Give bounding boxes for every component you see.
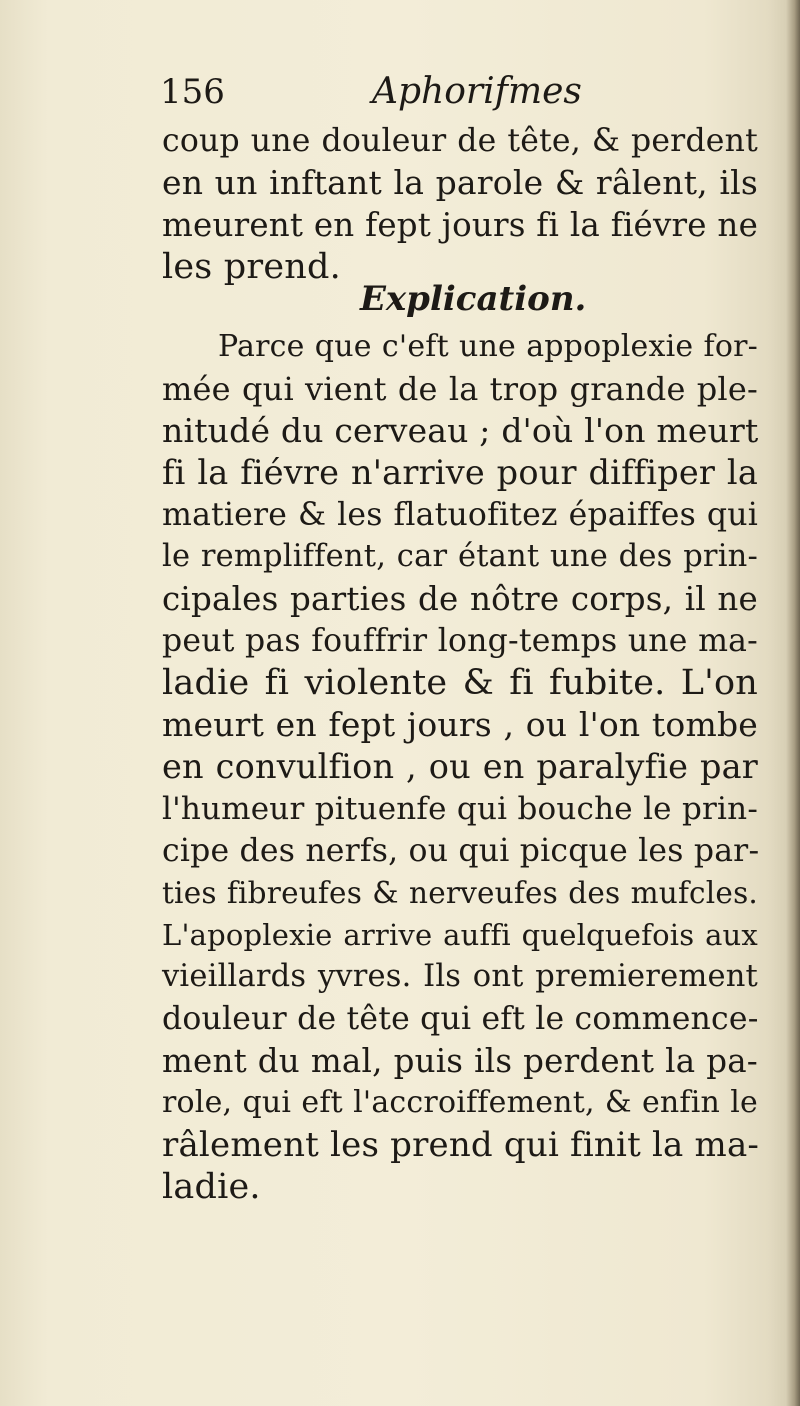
text-line: nitudé du cerveau ; d'où l'on meurt [162,411,759,450]
text-line: râlement les prend qui finit la ma- [162,1125,760,1165]
text-line: en un inftant la parole & râlent, ils [162,163,758,202]
text-line: ladie fi violente & fi fubite. L'on [162,663,758,703]
text-line: en convulfion , ou en paralyfie par [162,747,758,786]
text-line: douleur de tête qui eft le commence- [162,1001,759,1037]
text-line: Parce que c'eft une appoplexie for- [218,329,758,364]
text-line: fi la fiévre n'arrive pour diffiper la [162,453,758,492]
running-head: Aphorifmes [372,71,582,112]
binding-edge-shadow [786,0,800,1406]
text-line: vieillards yvres. Ils ont premierement [162,959,758,994]
text-line: ment du mal, puis ils perdent la pa- [162,1042,758,1080]
text-line: ties fibreufes & nerveufes des mufcles. [162,876,758,910]
text-line: les prend. [162,247,341,287]
section-heading: Explication. [360,279,587,319]
text-line: role, qui eft l'accroiffement, & enfin le [162,1085,758,1120]
text-line: matiere & les flatuofitez épaiffes qui [162,497,758,533]
text-line: L'apoplexie arrive auffi quelquefois aux [162,918,758,952]
text-line: mée qui vient de la trop grande ple- [162,370,758,408]
text-line: le rempliffent, car étant une des prin- [162,539,758,574]
text-line: meurt en fept jours , ou l'on tombe [162,705,758,744]
text-line: ladie. [162,1167,261,1207]
text-line: peut pas fouffrir long-temps une ma- [162,623,758,659]
text-line: cipe des nerfs, ou qui picque les par- [162,833,760,869]
text-line: l'humeur pituenfe qui bouche le prin- [162,791,758,827]
page-number: 156 [160,72,225,112]
page-header [160,72,600,122]
text-line: coup une douleur de tête, & perdent [162,123,758,159]
text-line: meurent en fept jours fi la fiévre ne [162,206,758,244]
text-line: cipales parties de nôtre corps, il ne [162,580,758,618]
